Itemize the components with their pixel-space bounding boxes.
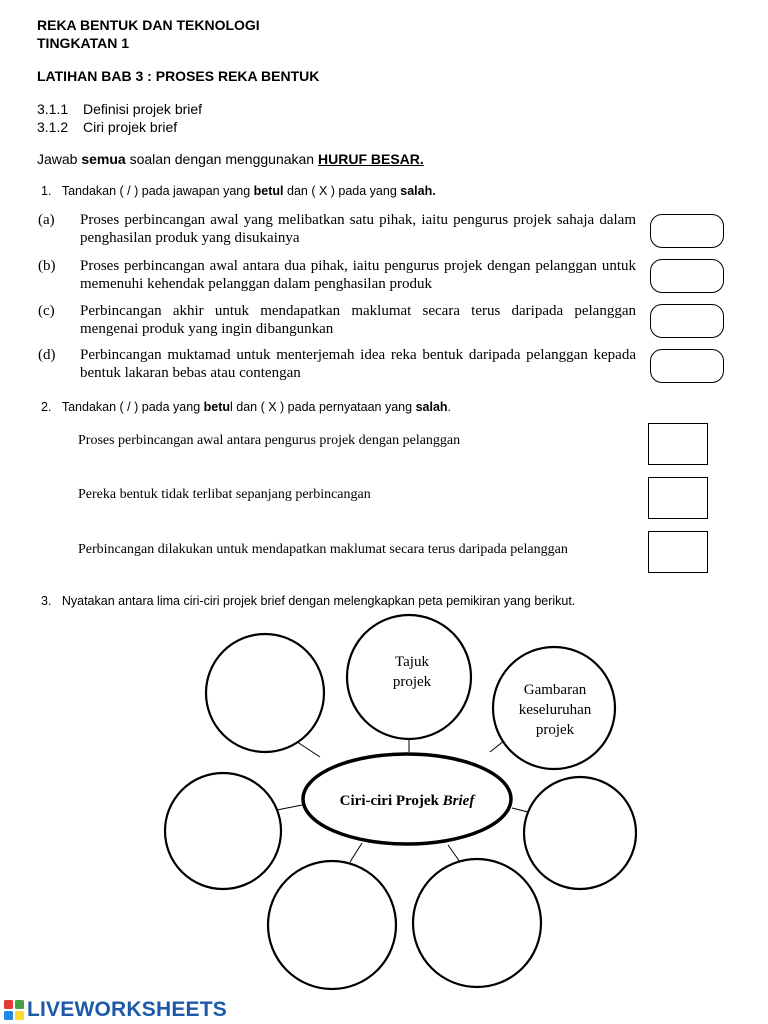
worksheet-subject: REKA BENTUK DAN TEKNOLOGI — [37, 17, 260, 33]
instruction-text: soalan dengan menggunakan — [125, 151, 318, 167]
prompt-bold: betul — [253, 184, 284, 198]
item-text: Perbincangan akhir untuk mendapatkan maklumat secara terus daripada pelanggan mengenai produk yang ingin dibangunkan — [80, 303, 636, 337]
bubble-left[interactable] — [165, 773, 281, 889]
item-text: Perbincangan muktamad untuk menterjemah idea reka bentuk daripada pelanggan kepada bentuk lakaran bebas atau contengan — [80, 347, 636, 381]
bubble-top-line-2: projek — [392, 674, 432, 690]
connector-left — [277, 805, 302, 810]
prompt-bold: salah — [415, 400, 448, 414]
prompt-bold: salah. — [400, 184, 436, 198]
question-number: 1. — [41, 184, 52, 198]
logo-grid-icon — [4, 1000, 24, 1020]
question-number: 2. — [41, 400, 52, 414]
chapter-title: LATIHAN BAB 3 : PROSES REKA BENTUK — [37, 68, 320, 84]
prompt-bold: betu — [203, 400, 231, 414]
bubble-top-left[interactable] — [206, 634, 324, 752]
bubble-bottom-left[interactable] — [268, 861, 396, 989]
instruction-text: Jawab — [37, 151, 82, 167]
logo-text: LIVEWORKSHEETS — [27, 998, 227, 1021]
item-label: (d) — [38, 347, 56, 363]
worksheet-form: TINGKATAN 1 — [37, 35, 130, 51]
connector-bottom-left — [350, 843, 362, 862]
section-number: 3.1.2 — [37, 119, 69, 135]
center-label: Ciri-ciri Projek Brief — [339, 793, 475, 809]
prompt-text: l — [230, 400, 233, 414]
logo-square-red — [4, 1000, 13, 1009]
item-label: (c) — [38, 303, 55, 319]
connector-bottom-right — [448, 845, 460, 862]
instruction-bold: semua — [81, 151, 126, 167]
prompt-text: Nyatakan antara lima ciri-ciri projek brief dengan melengkapkan peta pemikiran yang berikut. — [61, 594, 576, 608]
item-label: (a) — [38, 212, 55, 228]
logo-square-green — [15, 1000, 24, 1009]
logo-square-blue — [4, 1011, 13, 1020]
prompt-text: dan ( X ) pada pernyataan yang — [232, 400, 416, 414]
section-text: Definisi projek brief — [83, 101, 203, 117]
logo-square-yellow — [15, 1011, 24, 1020]
item-text: Proses perbincangan awal yang melibatkan satu pihak, iaitu pengurus projek sahaja dalam penghasilan produk yang disukainya — [80, 212, 636, 246]
item-label: (b) — [38, 258, 56, 274]
connector-right — [512, 808, 528, 812]
section-text: Ciri projek brief — [83, 119, 178, 135]
bubble-right-line-2: keseluruhan — [518, 702, 592, 718]
prompt-text: Tandakan ( / ) pada yang — [61, 400, 204, 414]
q2-statement-2: Pereka bentuk tidak terlibat sepanjang perbincangan — [78, 487, 371, 502]
bubble-right[interactable] — [524, 777, 636, 889]
prompt-text: Tandakan ( / ) pada jawapan yang — [61, 184, 254, 198]
question-number: 3. — [41, 594, 52, 608]
prompt-text: . — [447, 400, 452, 414]
prompt-text: dan ( X ) pada yang — [283, 184, 401, 198]
item-text: Proses perbincangan awal antara dua pihak, iaitu pengurus projek dengan pelanggan untuk memenuhi kehendak pelanggan dalam penghasilan produk — [80, 258, 636, 292]
liveworksheets-logo — [4, 998, 227, 1022]
section-number: 3.1.1 — [37, 101, 69, 117]
q2-statement-1: Proses perbincangan awal antara pengurus projek dengan pelanggan — [78, 433, 461, 448]
bubble-bottom-right[interactable] — [413, 859, 541, 987]
q2-statement-3: Perbincangan dilakukan untuk mendapatkan maklumat secara terus daripada pelanggan — [78, 542, 568, 557]
bubble-right-line-3: projek — [535, 722, 575, 738]
instruction-emphasis: HURUF BESAR. — [318, 151, 424, 167]
bubble-top-line-1: Tajuk — [395, 654, 429, 670]
bubble-right-line-1: Gambaran — [523, 682, 587, 698]
